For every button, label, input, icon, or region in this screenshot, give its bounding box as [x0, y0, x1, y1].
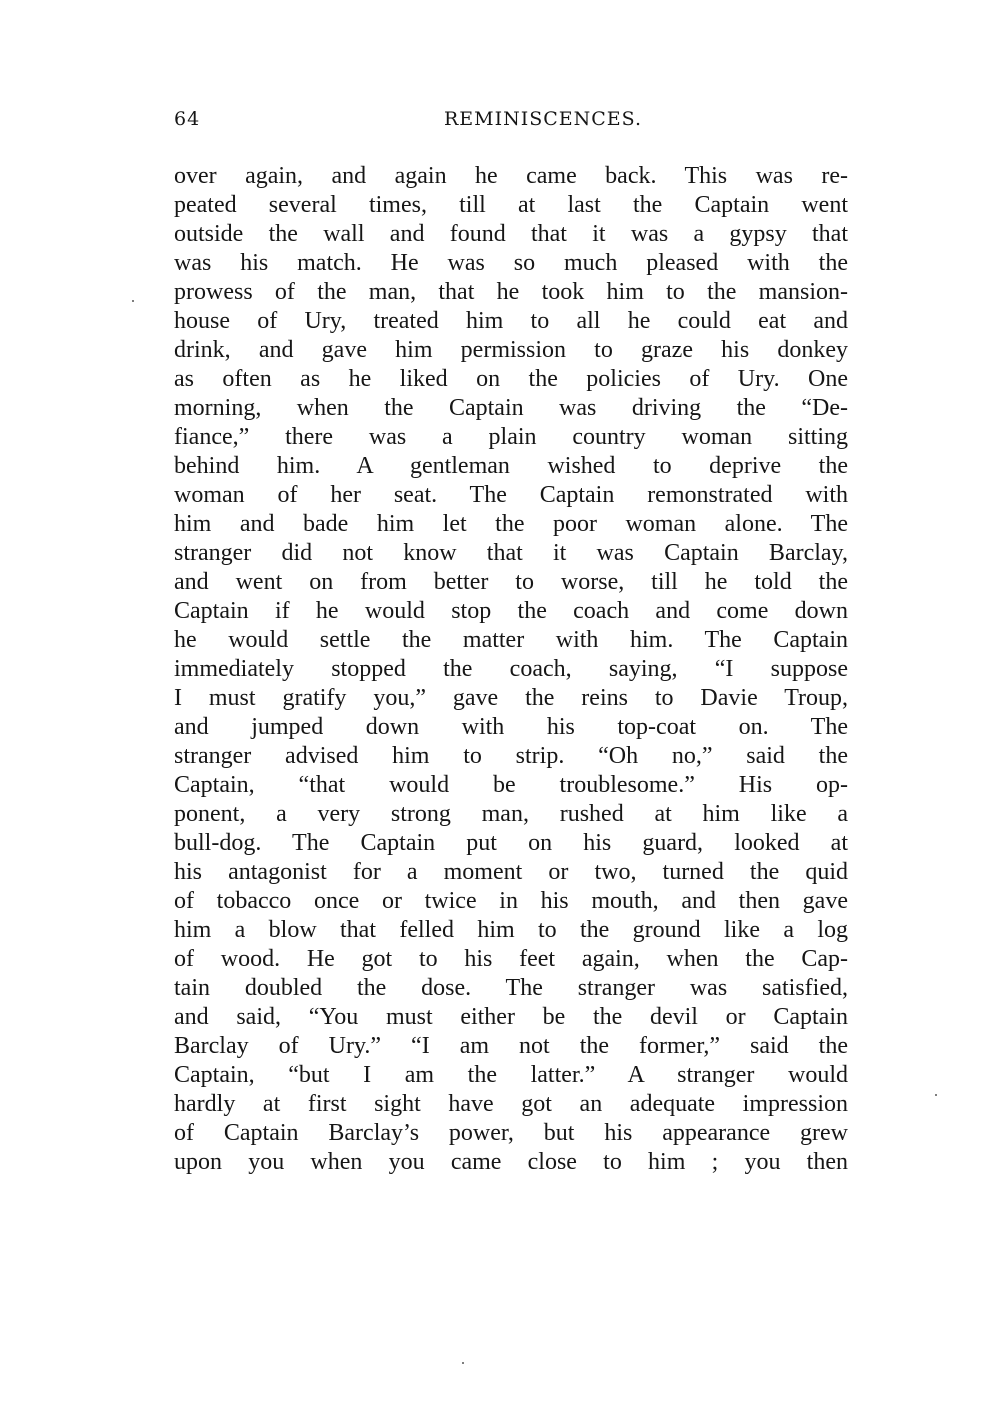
- text-line: bull-dog. The Captain put on his guard, looked at: [174, 830, 848, 856]
- text-line: he would settle the matter with him. The Captain: [174, 627, 848, 653]
- text-line: his antagonist for a moment or two, turned the quid: [174, 859, 848, 885]
- text-line: of Captain Barclay’s power, but his appearance grew: [174, 1120, 848, 1146]
- text-line: stranger advised him to strip. “Oh no,” said the: [174, 743, 848, 769]
- body-paragraph: [174, 162, 848, 1177]
- text-line: prowess of the man, that he took him to the mansion-: [174, 279, 848, 305]
- text-line: stranger did not know that it was Captain Barclay,: [174, 540, 848, 566]
- text-line: him a blow that felled him to the ground like a log: [174, 917, 848, 943]
- text-line: hardly at first sight have got an adequate impression: [174, 1091, 848, 1117]
- text-line: him and bade him let the poor woman alone. The: [174, 511, 848, 537]
- text-line: woman of her seat. The Captain remonstrated with: [174, 482, 848, 508]
- text-line: Barclay of Ury.” “I am not the former,” said the: [174, 1033, 848, 1059]
- paper-speck: [132, 300, 134, 302]
- running-title: REMINISCENCES.: [443, 108, 643, 130]
- paper-speck: [462, 1362, 464, 1364]
- text-line: drink, and gave him permission to graze his donkey: [174, 337, 848, 363]
- text-line: as often as he liked on the policies of Ury. One: [174, 366, 848, 392]
- page-number: 64: [174, 108, 201, 130]
- text-line: and said, “You must either be the devil or Captain: [174, 1004, 848, 1030]
- text-line: Captain if he would stop the coach and come down: [174, 598, 848, 624]
- text-line: morning, when the Captain was driving the “De-: [174, 395, 848, 421]
- text-line: over again, and again he came back. This was re-: [174, 163, 848, 189]
- text-line: tain doubled the dose. The stranger was satisfied,: [174, 975, 848, 1001]
- text-line: I must gratify you,” gave the reins to Davie Troup,: [174, 685, 848, 711]
- text-line: Captain, “that would be troublesome.” His op-: [174, 772, 848, 798]
- text-line: house of Ury, treated him to all he could eat and: [174, 308, 848, 334]
- text-line: behind him. A gentleman wished to deprive the: [174, 453, 848, 479]
- text-line: of wood. He got to his feet again, when the Cap-: [174, 946, 848, 972]
- text-line: was his match. He was so much pleased with the: [174, 250, 848, 276]
- text-line: peated several times, till at last the Captain went: [174, 192, 848, 218]
- text-line: fiance,” there was a plain country woman sitting: [174, 424, 848, 450]
- paper-speck: [935, 1094, 937, 1096]
- text-line: upon you when you came close to him ; you then: [174, 1149, 848, 1175]
- text-line: outside the wall and found that it was a gypsy that: [174, 221, 848, 247]
- text-line: and jumped down with his top-coat on. The: [174, 714, 848, 740]
- page-header: [174, 108, 848, 134]
- text-line: immediately stopped the coach, saying, “I suppose: [174, 656, 848, 682]
- text-line: of tobacco once or twice in his mouth, and then gave: [174, 888, 848, 914]
- text-line: and went on from better to worse, till he told the: [174, 569, 848, 595]
- text-line: Captain, “but I am the latter.” A stranger would: [174, 1062, 848, 1088]
- text-line: ponent, a very strong man, rushed at him like a: [174, 801, 848, 827]
